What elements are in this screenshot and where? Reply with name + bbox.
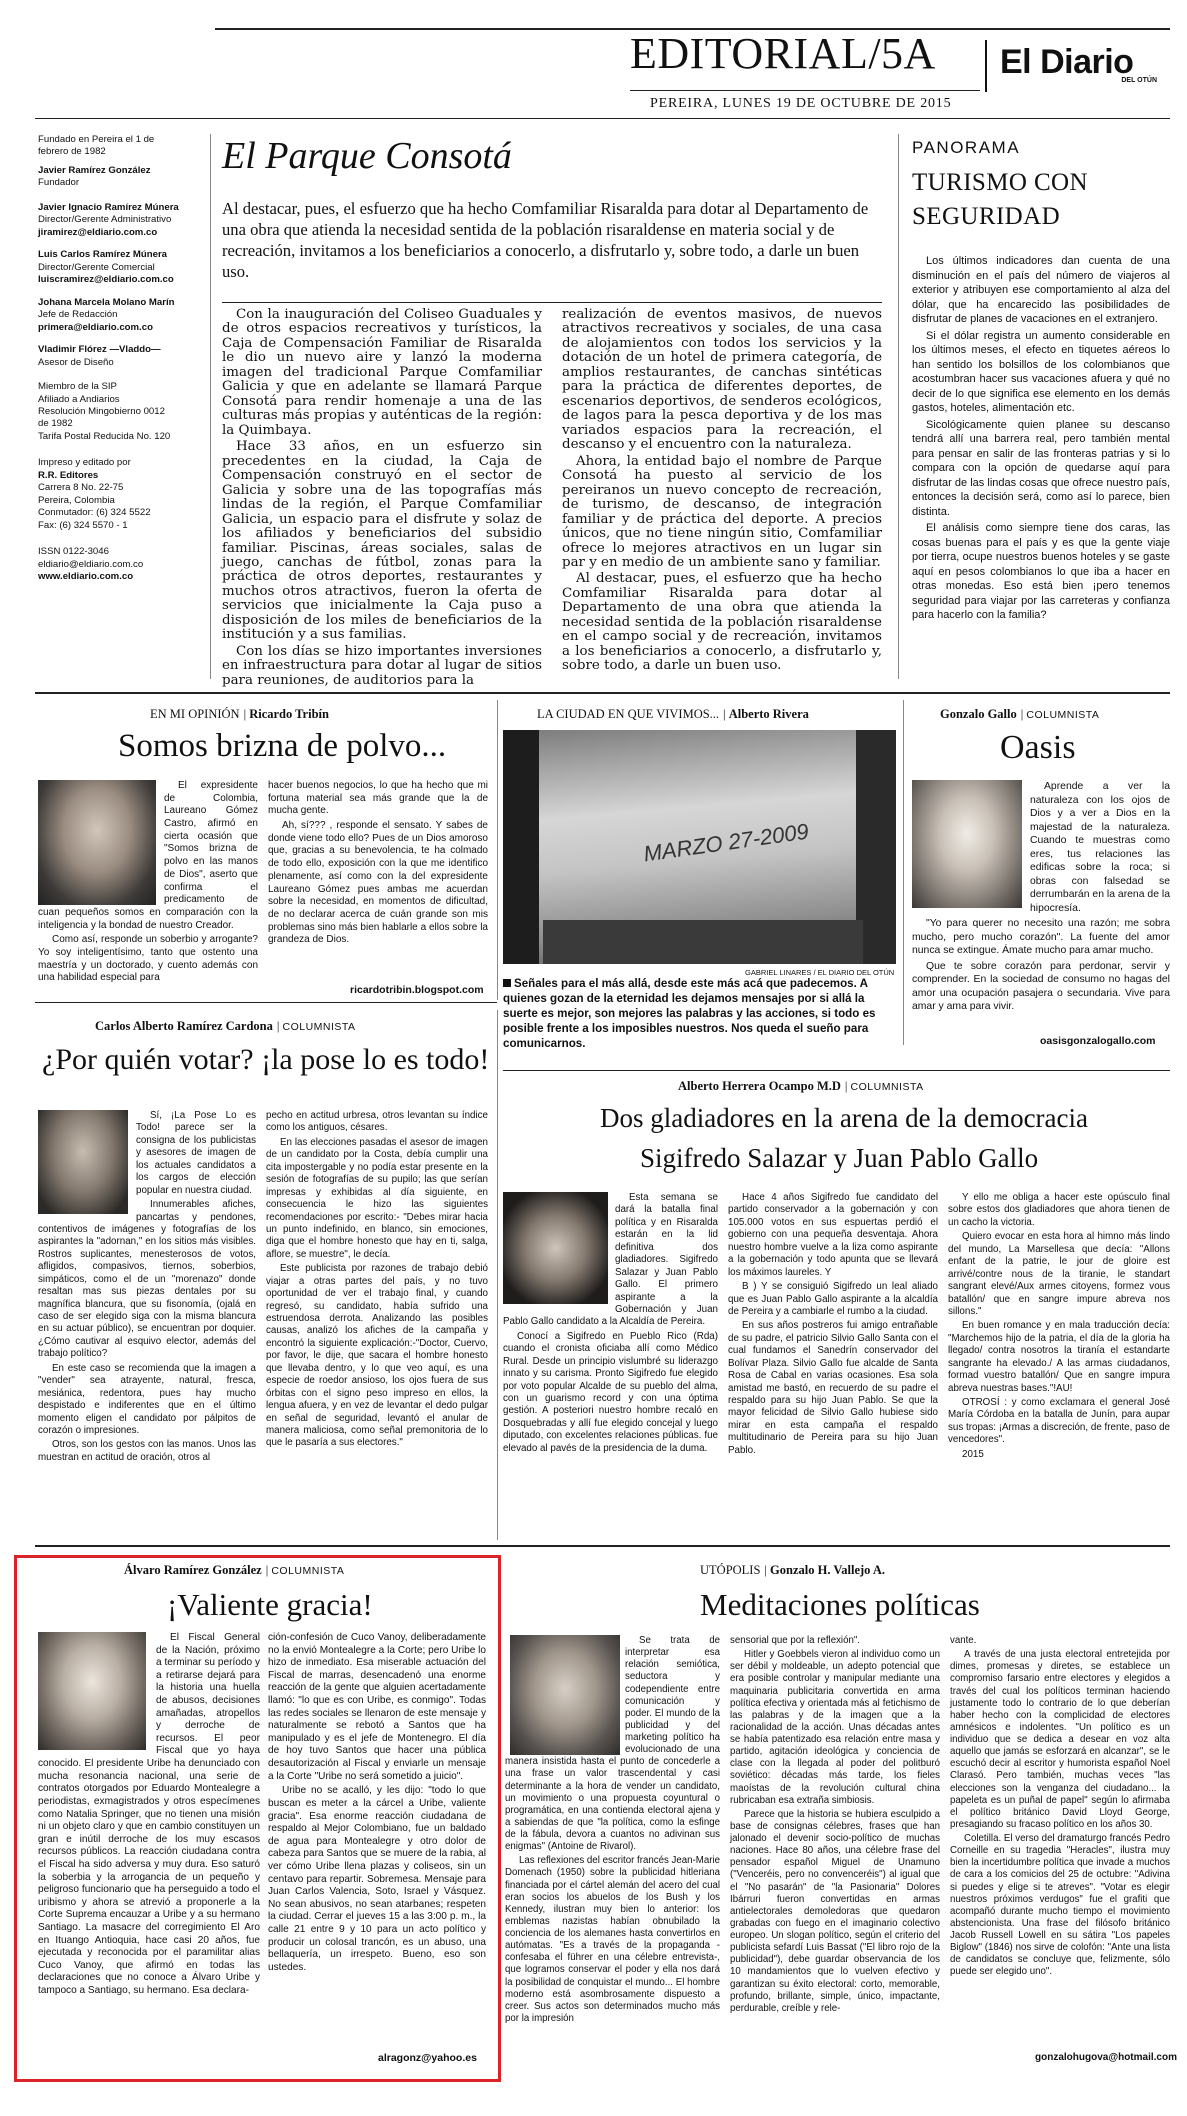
section-rule [35, 1002, 497, 1003]
rivera-byline: LA CIUDAD EN QUE VIVIMOS... | Alberto Rivera [537, 707, 809, 721]
article-paragraph: Otros, son los gestos con las manos. Unos las muestran en actitud de oración, otros al [38, 1439, 256, 1463]
gallo-title: Oasis [1000, 729, 1076, 766]
editorial-paragraph: Con la inauguración del Coliseo Guaduales y de otros espacios recreativos y turísticos, la Caja de Compensación Familiar de Risaralda le dio un nuevo aire y lanzó la moderna imagen del tradicional Parque Comfamiliar Galicia y que en adelante se llamará Parque Consotá para rendir homenaje a una de las culturas más propias y auténticas de la región: la Quimbaya. [222, 307, 542, 438]
alvaro-column-2 [268, 1632, 486, 1976]
city: Pereira, Colombia [38, 494, 115, 506]
issn: ISSN 0122-3046 [38, 546, 109, 558]
author-name: Álvaro Ramírez González [124, 1563, 262, 1577]
article-paragraph: El expresidente de Colombia, Laureano Gómez Castro, afirmó en cierta ocasión que "Somos brizna de polvo en las manos de Dios", aserto que confirma el predicamento de cuan pequeños somos en comparación con la inteligencia y la bondad de nuestro Creador. [38, 780, 258, 931]
alvaro-column-1 [38, 1632, 260, 2000]
dateline: PEREIRA, LUNES 19 DE OCTUBRE DE 2015 [650, 96, 952, 111]
editorial-column-2 [562, 308, 882, 676]
herrera-divider [497, 1010, 498, 1540]
vallejo-column-2 [730, 1635, 940, 2017]
alvaro-title: ¡Valiente gracia! [167, 1587, 373, 1622]
panorama-divider [898, 134, 899, 679]
article-paragraph: Ah, sí??? , responde el sensato. Y sabes de donde viene todo ello? Pues de un Dios amoroso que, gracias a su benevolencia, te ha colmado de todo ello, exposición con la que me identifico plenamente, así como con la del expresidente Laureano Gómez pues ambas me acuerdan sobre la necesidad, en momentos de dificultad, de no declarar acerca de cuán grande son mis problemas sino más bien hablarle a ellos sobre la grandeza de Dios. [268, 820, 488, 946]
cardona-byline: Carlos Alberto Ramírez Cardona | COLUMNISTA [95, 1019, 356, 1033]
article-paragraph: Hitler y Goebbels vieron al individuo como un ser débil y moldeable, un adepto potencial que era posible controlar y manipular mediante una maquinaria publicitaria convertida en arma política efectiva y orientada más al fetichismo de las palabras y de la imagen que a la racionalidad de la acción. Unas décadas antes se había patentizado esa relación entre masa y partido, agitación ideológica y conciencia de clase con la llegada al poder del politburó soviético: décadas más tarde, los fieles maoístas de la revolución cultural china rubricaban esa extraña simbiosis. [730, 1649, 940, 1806]
article-paragraph: Este publicista por razones de trabajo debió viajar a otras partes del país, y no tuvo oportunidad de ver el trabajo final, y cuando regresó, su candidato, había sufrido una estruendosa derrota. Analizando las posibles causas, analizó los afiches de la campaña y encontró la siguiente explicación:-"Doctor, Cuervo, por favor, le dije, que sacara el hombre honesto que llevaba dentro, y lo que veo aquí, es una especie de roedor ansioso, los ojos fuera de sus órbitas con el signo peso impreso en ellos, la lengua afuera, y en vez de levantar el dedo pulgar en señal de seguridad, levantó el anular de manera maliciosa, como señal premonitoria de lo que le pasaría a sus electores." [266, 1263, 488, 1449]
article-paragraph: En las elecciones pasadas el asesor de imagen de un candidato por la Costa, debía cumplir una cita impostergable y no podía estar presente en la sesión de fotografías de su pupilo; las que serían impresas y exhibidas al día siguiente, en consecuencia le hizo las siguientes recomendaciones por escrito:- "Debes mirar hacia un punto indefinido, en blanco, sin emociones, diga que el hombre honesto que hay en ti, salga, aflore, se muestre", le decía. [266, 1136, 488, 1260]
brand-subtitle: DEL OTÚN [1121, 77, 1157, 84]
article-year: 2015 [962, 1448, 984, 1460]
contact-email[interactable]: eldiario@eldiario.com.co [38, 558, 144, 570]
founder-name: Javier Ramírez González [38, 164, 151, 176]
editorial-lead: Al destacar, pues, el esfuerzo que ha hecho Comfamiliar Risaralda para dotar al Departamento de una obra que atienda la necesidad sentida de la población risaraldense en materia social y de recreación, invitamos a los beneficiarios a conocerlo, a disfrutarlo y, sobre todo, a darle un buen uso. [222, 199, 869, 282]
article-paragraph: Sí, ¡La Pose Lo es Todo! parece ser la consigna de los publicistas y asesores de imagen de los actuales candidatos a los cargos de elección popular en nuestra ciudad. [136, 1110, 256, 1196]
article-paragraph: En buen romance y en mala traducción decía: "Marchemos hijo de la patria, el día de la gloria ha llegado/ contra nosotros la tiranía el estandarte sangrante ha elevado./ A las armas ciudadanos, formad vuestro batallón/ Que en sangre impura abreva nuestras bases."!AU! [948, 1320, 1170, 1394]
author-name: Alberto Rivera [728, 707, 809, 721]
staff-role: Asesor de Diseño [38, 356, 114, 368]
gallo-divider [903, 700, 904, 1045]
staff-email[interactable]: luiscramirez@eldiario.com.co [38, 274, 174, 286]
article-paragraph: A través de una justa electoral entretejida por dimes, promesas y diretes, se establece un compromiso farsario entre electores y elegidos a través del cual los políticos terminan haciendo justamente todo lo contrario de lo que deberían haber hecho con la complicidad de electores amnésicos e indolentes. "Un político es un individuo que se dedica a desear en voz alta aquello que jamás se esforzará en alcanzar", se le escuchó decir al escritor y humorista español Noel Clarasó. Pero también, muchas veces "las elecciones son la venganza del ciudadano... la papeleta es un puñal de papel" según lo afirmaba el político británico David Lloyd George, presagiando su fracaso político en los años 30. [950, 1649, 1170, 1830]
article-paragraph: En este caso se recomienda que la imagen a "vender" sea atrayente, natural, fresca, mesiánica, redentora, pues hay mucho despistado e indiferentes que en el último momento eligen el candidato por pálpitos de corazón o impresiones. [38, 1362, 256, 1436]
graffiti-writing: MARZO 27-2009 [641, 818, 811, 867]
author-name: Gonzalo H. Vallejo A. [770, 1563, 885, 1577]
staff-name: Luis Carlos Ramírez Múnera [38, 249, 168, 261]
photo-caption [503, 976, 896, 1051]
author-name: Ricardo Tribín [249, 707, 329, 721]
author-role: COLUMNISTA [282, 1021, 356, 1033]
herrera-title: Dos gladiadores en la arena de la democracia [600, 1103, 1089, 1133]
address: Carrera 8 No. 22-75 [38, 482, 124, 494]
section-label: UTÓPOLIS [700, 1563, 761, 1577]
vallejo-column-3 [950, 1635, 1170, 1981]
editorial-title: El Parque Consotá [222, 135, 512, 177]
panorama-paragraph: El análisis como siempre tiene dos caras, las cosas buenas para el país y es que la gente viaje por tierra, ocupe nuestros buenos hoteles y se gaste aquí en pesos colombianos lo que iba a hacer en otras monedas. Eso está bien ¡pero tenemos seguridad para viajar por las carreteras y confianza para hacerlo con la familia? [912, 522, 1170, 622]
article-paragraph: vante. [950, 1635, 977, 1646]
caption-square-icon [503, 979, 511, 987]
article-paragraph: Conocí a Sigifredo en Pueblo Rico (Rda) cuando el cronista oficiaba allí como Médico Rural. Desde un principio vislumbré su liderazgo innato y su carisma. Pronto Sigifredo fue elegido por voto popular Alcalde de su pueblo del alma, con un guarismo record y con una óptima gestión. A posteriori nuestro hombre recaló en Dosquebradas y allí fue elegido concejal y luego diputado, con excelentes relaciones públicas. fue elevado al pavés de la presidencia de la duma. [503, 1330, 718, 1454]
staff-name: Vladimir Flórez —Vladdo— [38, 344, 161, 356]
gallo-byline: Gonzalo Gallo | COLUMNISTA [940, 707, 1100, 721]
article-paragraph: Las reflexiones del escritor francés Jean-Marie Domenach (1950) sobre la publicidad hitleriana financiada por el cártel alemán del acero del cual eran socios los abuelos de los Bush y los Kennedy, ilustran muy bien lo anterior: los emblemas nazistas habían obnubilado la conciencia de los alemanes hasta convertirlos en autómatas. "Es a través de la propaganda -confesaba el führer en una célebre entrevista-, que logramos conservar el poder y ella nos dará la posibilidad de conquistar el mundo... El hombre moderno está asombrosamente dispuesto a creer. Sus actos son determinados mucho más por la impresión [505, 1855, 720, 2024]
vallejo-title: Meditaciones políticas [700, 1587, 980, 1622]
fax: Fax: (6) 324 5570 - 1 [38, 519, 128, 531]
article-paragraph: Uribe no se acalló, y les dijo: "todo lo que buscan es meter a la cárcel a Uribe, valiente gracia". Esa enorme reacción ciudadana de respaldo al Mejor Colombiano, fue un baldado de agua para Montealegre y otro dolor de cabeza para Santos que se muere de la rabia, al ver cómo Uribe llena plazas y coliseos, sin un centavo para repartir. Sobremesa. Mensaje para Juan Carlos Valencia, Soto, Israel y Vásquez. No sean abusivos, no sean atarbanes; respeten la ciudad. Cerrar el jueves 15 a las 3:00 p. m., la calle 21 entre 9 y 10 para un acto político y producir un colosal trancón, es un abuso, una bellaquería, un irrespeto. Bueno, eso son ustedes. [268, 1785, 486, 1973]
editorial-lead-rule [222, 302, 882, 303]
tribin-blog[interactable]: ricardotribin.blogspot.com [350, 984, 484, 996]
alvaro-byline: Álvaro Ramírez González | COLUMNISTA [124, 1563, 345, 1577]
author-name: Alberto Herrera Ocampo M.D [678, 1079, 841, 1093]
article-paragraph: Quiero evocar en esta hora al himno más lindo del mundo, La Marsellesa que decía: "Allons enfant de la patrie, le jour de gloire est arrivé/contre nous de la tiranie, le standart sangrant elevé/Aux armes citoyens, formez vous batallón/ que en sangre impure abreva nos sillons." [948, 1231, 1170, 1317]
panorama-body [912, 254, 1170, 625]
author-role: COLUMNISTA [1026, 709, 1100, 721]
section-rule [35, 692, 1170, 694]
section-label: LA CIUDAD EN QUE VIVIMOS... [537, 707, 720, 721]
tribin-title: Somos brizna de polvo... [118, 728, 447, 764]
herrera-column-2 [728, 1192, 938, 1459]
masthead-founded: Fundado en Pereira el 1 de febrero de 1982 [38, 134, 155, 158]
article-paragraph: El Fiscal General de la Nación, próximo a terminar su período y a retirarse dejará para la historia una huella de abusos, decisiones amañadas, atropellos y derroche de recursos. El peor Fiscal que yo haya conocido. El presidente Uribe ha denunciado con mucha resonancia nacional, una serie de contratos otorgados por Eduardo Montealegre a periodistas, exmagistrados y otros especímenes como Natalia Springer, que no tienen una misión ni un objeto claro y que en cambio constituyen un gran e inútil derroche de los muy escasos recursos públicos. La reacción ciudadana contra el Fiscal ha sido adversa y muy dura. Eso saturó la soberbia y la arrogancia de un pequeño y peligroso funcionario que ha perseguido a todo el uribismo y ahora se atrevió a proponerle a la Corte Suprema encauzar a Uribe y a su hermano Santiago. La masacre del corregimiento El Aro en Ituango Antioquia, hace casi 20 años, fue ejecutada y reconocida por el paramilitar alias Cuco Vanoy, que afirmó en todas las declaraciones que no conoce a Álvaro Uribe y tampoco a Santiago, su hermano. Esa declara- [38, 1632, 260, 1997]
graffiti-photo [503, 730, 896, 964]
article-paragraph: En sus años postreros fui amigo entrañable de su padre, el patricio Silvio Gallo Santa con el cual fundamos el Sanedrín conservador del Bolívar Plaza. Silvio Gallo fue alcalde de Santa Rosa de Cabal en varias ocasiones. Esa sola amistad me bastó, en recuerdo de su padre el respaldo para su hijo Juan Pablo. Se que la mayor felicidad de Silvio Gallo hubiese sido mirar en esta campaña el respaldo multitudinario de Pereira para su hijo Juan Pablo. [728, 1320, 938, 1456]
herrera-byline: Alberto Herrera Ocampo M.D | COLUMNISTA [678, 1079, 924, 1093]
editorial-paragraph: Ahora, la entidad bajo el nombre de Parque Consotá ha puesto al servicio de los pereiranos un nuevo concepto de recreación, de turismo, de descanso, de integración familiar y de práctica del deporte. A precios únicos, que no tiene ningún sitio, Comfamiliar ofrece lo mejores atractivos en un lugar sin par y en medio de un ambiente sano y familiar. [562, 453, 882, 570]
editorial-paragraph: Hace 33 años, en un esfuerzo sin precedentes en la ciudad, la Caja de Compensación construyó en el sector de Galicia y sobre una de las topografías más lindas de la región, el Parque Comfamiliar Galicia, un espacio para el disfrute y solaz de los afiliados y beneficiarios del subsidio familiar. Piscinas, áreas sociales, salas de juego, canchas de fútbol, zonas para la práctica de otros deportes, restaurantes y muchos otros atractivos, fueron la oferta de servicios que inicialmente la Caja puso a disposición de los miles de beneficiarios de la institución y a sus familias. [222, 439, 542, 643]
article-paragraph: Hace 4 años Sigifredo fue candidato del partido conservador a la gobernación y con 105.000 votos en sus espuertas perdió el gobierno con una pequeña desventaja. Ahora nuestro hombre vuelve a la liza como aspirante a la gobernación y todo apunta que se llevará los máximos laureles. Y [728, 1192, 938, 1278]
section-rule [35, 1545, 1170, 1547]
article-paragraph: ción-confesión de Cuco Vanoy, deliberadamente no la envió Montealegre a la Corte; pero Uribe lo hizo de inmediato. Esa miserable actuación del Fiscal de marras, desencadenó una enorme reacción de la gente que alguien acertadamente llamó: "lo que es con Uribe, es conmigo". Todas las redes sociales se llenaron de este mensaje y naturalmente se rebotó a Santos que ha manipulado y es el jefe de Montenegro. El día de hoy tuvo Santos que hacer una pública desautorización al Fiscal y enviarle un mensaje a la Corte "Uribe no será sometido a juicio". [268, 1632, 486, 1782]
resolution: Resolución Mingobierno 0012 de 1982 [38, 405, 165, 430]
staff-email[interactable]: jiramirez@eldiario.com.co [38, 226, 158, 238]
postal-rate: Tarifa Postal Reducida No. 120 [38, 430, 171, 442]
masthead [38, 134, 208, 584]
section-title: EDITORIAL/5A [630, 29, 936, 78]
editorial-column-1 [222, 308, 542, 690]
herrera-column-3 [948, 1192, 1170, 1463]
staff-email[interactable]: primera@eldiario.com.co [38, 321, 153, 333]
alvaro-email[interactable]: alragonz@yahoo.es [378, 2052, 477, 2064]
article-paragraph: pecho en actitud urbresa, otros levantan su índice como los antiguos, césares. [266, 1110, 488, 1134]
author-role: COLUMNISTA [271, 1565, 345, 1577]
vallejo-byline: UTÓPOLIS | Gonzalo H. Vallejo A. [700, 1563, 885, 1577]
cardona-column-1 [38, 1110, 256, 1466]
panorama-label: PANORAMA [912, 138, 1021, 157]
article-paragraph: hacer buenos negocios, lo que ha hecho que mi fortuna material sea más grande que la de mucha gente. [268, 780, 488, 817]
article-paragraph: Coletilla. El verso del dramaturgo francés Pedro Corneille en su tragedia "Heracles", ilustra muy bien la incertidumbre política que invade a muchos de cara a los comicios del 25 de octubre: "Adivina si puedes y elige si te atreves". "Votar es elegir nuestros próximos verdugos" fue el grafiti que acompañó durante mucho tiempo el movimiento abstencionista. Una frase del filósofo británico Jacob Russell Lowell en su sátira "Los papeles Biglow" (1846) nos sirve de colofón: "Ante una lista de candidatos se concluye que, felizmente, sólo puede ser elegido uno". [950, 1833, 1170, 1978]
tribin-byline: EN MI OPINIÓN | Ricardo Tribín [150, 707, 329, 721]
article-paragraph: Aprende a ver la naturaleza con los ojos de Dios y a ver a Dios en la majestad de la naturaleza. Cuando te muestras como eres, tus relaciones las edificas sobre la roca; si obras con falsedad se derrumbarán en la arena de la hipocresía. [1030, 781, 1170, 914]
article-paragraph: Y ello me obliga a hacer este opúsculo final sobre estos dos gladiadores que ahora tienen de un cacho la victoria. [948, 1192, 1170, 1228]
printed-by-label: Impreso y editado por [38, 457, 131, 469]
page-header [0, 0, 1187, 120]
article-paragraph: Esta semana se dará la batalla final política y en Risaralda estarán en la lid definitiva dos gladiadores. Sigifredo Salazar y Juan Pablo Gallo. El primero aspirante a la Gobernación y Juan Pablo Gallo candidato a la Alcaldía de Pereira. [503, 1192, 718, 1328]
masthead-divider [210, 134, 211, 679]
website-link[interactable]: www.eldiario.com.co [38, 571, 134, 583]
article-paragraph: sensorial que por la reflexión". [730, 1635, 860, 1646]
header-bottom-rule [35, 118, 1170, 119]
staff-name: Javier Ignacio Ramírez Múnera [38, 201, 179, 213]
herrera-column-1 [503, 1192, 718, 1457]
caption-text: Señales para el más allá, desde este más acá que padecemos. A quienes gozan de la eternidad les dejamos mensajes por si allá la suerte es mejor, son mejores las palabras y las acciones, si todo es posible frente a los imposibles nuestros. Nos queda el sueño para comunicarnos. [503, 977, 876, 1051]
vallejo-email[interactable]: gonzalohugova@hotmail.com [1035, 2052, 1177, 2063]
staff-role: Director/Gerente Comercial [38, 261, 155, 273]
cardona-column-2 [266, 1110, 488, 1452]
switchboard: Conmutador: (6) 324 5522 [38, 507, 151, 519]
vallejo-column-1 [505, 1635, 720, 2027]
editorial-paragraph: Con los días se hizo importantes inversiones en infraestructura para dotar al lugar de sitios para reuniones, de auditorios para la [222, 643, 542, 688]
editorial-paragraph: Al destacar, pues, el esfuerzo que ha hecho Comfamiliar Risaralda para dotar al Departamento de una obra que atienda la necesidad sentida de la población risaraldense en el campo social y de recreación, invitamos a los beneficiarios a conocerlo, a disfrutarlo y, sobre todo, a darle un buen uso. [562, 571, 882, 674]
article-paragraph: OTROSÍ : y como exclamara el general José María Córdoba en la batalla de Junín, para aupar sus tropas: ¡Armas a discreción, de frente, paso de vencedores". [948, 1397, 1170, 1446]
tribin-column-1 [38, 780, 258, 987]
gallo-body [912, 780, 1170, 1016]
brand-logo [1000, 44, 1165, 94]
tribin-column-2 [268, 780, 488, 949]
cardona-title: ¿Por quién votar? ¡la pose lo es todo! [42, 1043, 490, 1076]
author-role: COLUMNISTA [850, 1081, 924, 1093]
section-rule [503, 1070, 1170, 1071]
editorial-paragraph: realización de eventos masivos, de nuevos atractivos recreativos y sociales, de una casa de alojamientos con todos los servicios y la dotación de un hotel de primera categoría, de amplios restaurantes, de canchas sintéticas para la práctica de diferentes deportes, de escenarios deportivos, de senderos ecológicos, de lagos para la pesca deportiva y de los mas variados espacios para la recreación, el descanso y el encuentro con la naturaleza. [562, 307, 882, 453]
article-paragraph: Se trata de interpretar esa relación semiótica, seductora y codependiente entre comunicación y poder. El mundo de la publicidad y del marketing político ha evolucionado de una manera insistida hasta el punto de concederle a una frase un valor trascendental y casi determinante a la hora de vender un candidato, un movimiento o una propuesta coyuntural o programática, en una contienda electoral ajena y a sabiendas de que "la política, como la esfinge de la fábula, devora a cuantos no adivinan sus enigmas" (Antoine de Rivarol). [505, 1635, 720, 1853]
staff-role: Jefe de Redacción [38, 309, 118, 321]
article-paragraph: Parece que la historia se hubiera esculpido a base de consignas célebres, frases que han jalonado el devenir socio-político de muchas naciones. Hace 80 años, una célebre frase del pensador español Miguel de Unamuno ("Venceréis, pero no convenceréis") al igual que el "No pasarán" de "la Pasionaria" Dolores Ibárruri fueron convertidas en armas antielectorales demoledoras que quedaron grabadas con fuego en el imaginario colectivo europeo. Un slogan político, según el criterio del publicista sefardí Luis Bassat ("El libro rojo de la publicidad"), debe guardar observancia de los 10 mandamientos que lo vuelven efectivo y garantizan su éxito electoral: corto, memorable, profundo, brillante, simple, único, impactante, perdurable, creíble y rele- [730, 1808, 940, 2014]
article-paragraph: "Yo para querer no necesito una razón; me sobra mucho, pero mucho corazón". La fuente del amor nunca se extingue. Ámate mucho para amar mucho. [912, 918, 1170, 957]
publisher: R.R. Editores [38, 469, 99, 481]
article-paragraph: Que te sobre corazón para perdonar, servir y comprender. En la sociedad de consumo no hagas del amor una ocupación pasajera o secundaria. Vive para amar y ama para vivir. [912, 960, 1170, 1013]
panorama-paragraph: Sicológicamente quien planee su descanso tendrá allí una barrera real, pero también mental para pensar en salir de las fronteras patrias y si lo compara con la opción de quedarse aquí para disfrutar de las lindas cosas que ofrece nuestro país, entonces la decisión será, como así lo parece, bien distinta. [912, 418, 1170, 518]
founder-role: Fundador [38, 177, 80, 189]
sip-membership: Miembro de la SIP [38, 381, 117, 393]
header-mid-rule [630, 90, 980, 91]
staff-role: Director/Gerente Administrativo [38, 214, 172, 226]
andiarios: Afiliado a Andiarios [38, 393, 120, 405]
panorama-paragraph: Si el dólar registra un aumento considerable en los últimos meses, el efecto en tiquetes aéreos lo han sentido los bolsillos de los colombianos que acostumbran hacer sus vacaciones afuera y qué no decir de lo que significa ese elemento en los demás gastos, hoteles, alimentación etc. [912, 329, 1170, 415]
gallo-email[interactable]: oasisgonzalogallo.com [1040, 1035, 1156, 1047]
panorama-title: TURISMO CON SEGURIDAD [912, 169, 1088, 230]
rivera-divider [497, 700, 498, 1000]
herrera-subtitle: Sigifredo Salazar y Juan Pablo Gallo [640, 1143, 1039, 1173]
brand-name: El Diario [1000, 43, 1134, 81]
panorama-paragraph: Los últimos indicadores dan cuenta de una disminución en el país del número de viajeros al exterior y atribuyen ese comportamiento al alza del dólar, que ha encarecido las posibilidades de disfrutar de planes de vacaciones en el extranjero. [912, 255, 1170, 326]
photo-credit: GABRIEL LINARES / EL DIARIO DEL OTÚN [745, 968, 895, 977]
article-paragraph: Innumerables afiches, pancartas y pendones, contentivos de imágenes y fotografías de los aspirantes la "adornan," en los sitios más visibles. Rostros suplicantes, menesterosos de votos, afligidos, compasivos, tiernos, soberbios, simpáticos, como el de un "morenazo" donde resaltan mas sus piezas dentales por su magnífica blancura, que su fisonomía, (ojalá en caso de ser elegido siga con la misma blancura en su actuar público), se encuentran por doquier. ¿Cómo cautivar al esquivo elector, además del trabajo político? [38, 1199, 256, 1360]
header-divider [985, 40, 987, 92]
staff-name: Johana Marcela Molano Marín [38, 296, 175, 308]
author-name: Gonzalo Gallo [940, 707, 1017, 721]
article-paragraph: Como así, responde un soberbio y arrogante? Yo soy inteligentísimo, tanto que ostento una maestría y un doctorado, y cuento además con una habilidad especial para [38, 934, 258, 984]
author-name: Carlos Alberto Ramírez Cardona [95, 1019, 273, 1033]
section-label: EN MI OPINIÓN [150, 707, 240, 721]
article-paragraph: B ) Y se consiguió Sigifredo un leal aliado que es Juan Pablo Gallo aspirante a la alcaldía de Pereira y a cambiarle el rumbo a la ciudad. [728, 1281, 938, 1317]
